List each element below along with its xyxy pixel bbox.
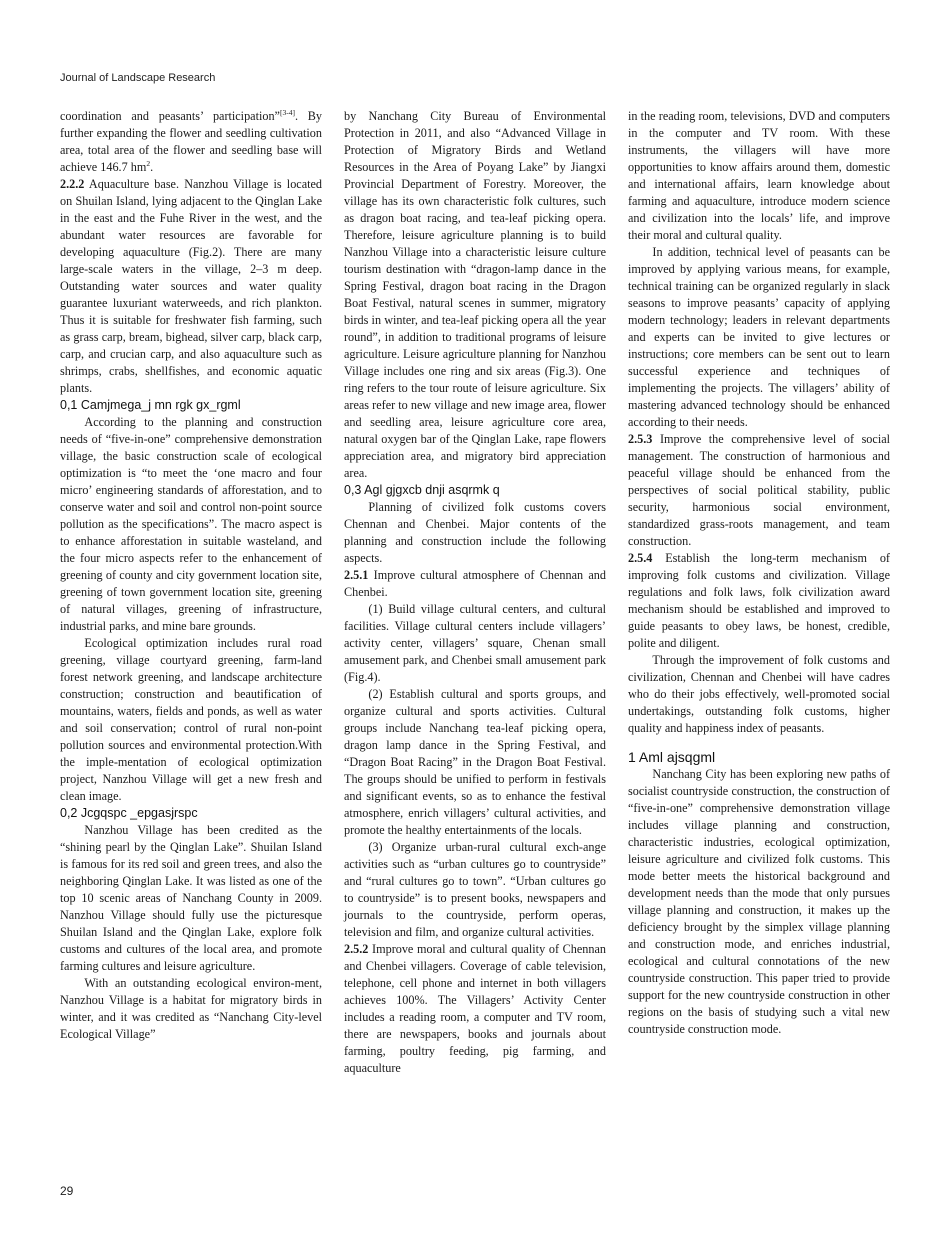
section-heading-2-3: 0,1 Camjmega_j mn rgk gx_rgml: [60, 398, 241, 412]
paragraph: With an outstanding ecological environ-ment, Nanzhou Village is a habitat for migratory birds in winter, and it was credited as “Nanchang City-level Ecological Village”: [60, 976, 322, 1041]
text-column-3: [628, 108, 890, 1038]
subsection-number: 2.5.4: [628, 551, 653, 565]
paragraph: (2) Establish cultural and sports groups, and organize cultural and sports activities. Cultural groups include Nanchang tea-leaf picking opera, dragon lamp dance in the Spring Festival, and “Dragon Boat Racing” in the Dragon Boat Festival. The groups should be unified to perform in festivals and significant events, so as to enhance the festival atmosphere, enrich villagers’ cultural activities, and promote the healthy entertainments of the locals.: [344, 687, 606, 837]
paragraph: Planning of civilized folk customs covers Chennan and Chenbei. Major contents of the planning and construction include the following aspects.: [344, 500, 606, 565]
subsection-number: 2.5.3: [628, 432, 653, 446]
paragraph: Through the improvement of folk customs and civilization, Chennan and Chenbei will have cadres who do their jobs effectively, well-promoted social undertakings, outstanding folk customs, higher quality and happiness index of peasants.: [628, 653, 890, 735]
subsection-2-5-2: 2.5.2 Improve moral and cultural quality of Chennan and Chenbei villagers. Coverage of cable television, telephone, cell phone and internet in both villagers achieves 100%. The Villagers’ Activity Center includes a reading room, a computer and TV room, there are newspapers, books and journals about farming, poultry feeding, pig farming, and aquaculture: [344, 942, 606, 1075]
section-heading-3: 1 Aml ajsqgml: [628, 749, 716, 765]
journal-title: Journal of Landscape Research: [60, 72, 216, 84]
paragraph: (1) Build village cultural centers, and cultural facilities. Village cultural centers include villagers’ activity center, villagers’ square, Chenan small amusement park, and Chenbei small amusement park (Fig.4).: [344, 602, 606, 684]
paragraph: Nanzhou Village has been credited as the “shining pearl by the Qinglan Lake”. Shuilan Island is famous for its red soil and green trees, and also the neighboring Qinglan Lake. It was listed as one of the top 10 scenic areas of Nanchang County in 2009. Nanzhou Village should fully use the picturesque Shuilan Island and the Qinglan Lake, explore folk customs and cultures of the local area, and promote farming cultures and leisure agriculture.: [60, 823, 322, 973]
section-heading-2-4: 0,2 Jcgqspc _epgasjrspc: [60, 806, 198, 820]
paragraph: in the reading room, televisions, DVD and computers in the computer and TV room. With these instruments, the villagers will have more opportunities to know affairs around them, domestic and international affairs, learn knowledge about farming and aquaculture, introduce modern science and civilization into the locals’ life, and improve their moral and cultural quality.: [628, 109, 890, 242]
paragraph: coordination and peasants’ participation”[3-4]. By further expanding the flower and seedling cultivation area, total area of the flower and seedling base will achieve 146.7 $hm^2$.: [60, 107, 322, 174]
unit-superscript: 2: [146, 158, 151, 168]
citation-reference: [3-4]: [279, 107, 295, 117]
paragraph: (3) Organize urban-rural cultural exch-ange activities such as “urban cultures go to countryside” and “rural cultures go to town”. “Urban cultures go to countryside” is to present books, newspapers and journals to the countryside, perform operas, television and film, and organize cultural activities.: [344, 840, 606, 939]
paragraph: Ecological optimization includes rural road greening, village courtyard greening, farm-land forest network greening, and landscape architecture construction; construction and beautification of mountains, waters, fields and ponds, as well as water and soil conservation; control of rural non-point pollution sources and environmental protection.With the imple-mentation of ecological optimization project, Nanzhou Village will get a new fresh and clean image.: [60, 636, 322, 803]
paragraph: According to the planning and construction needs of “five-in-one” comprehensive demonstration village, the basic construction scale of ecological optimization is “to meet the ‘one macro and four micro’ engineering standards of afforestation, and to conserve water and soil and control non-point source pollution as the specifications”. The macro aspect is to enhance afforestation in suitable wasteland, and the four micro aspects refer to the enhancement of greening of county and city government location site, greening of town government location site, greening of natural villages, greening of infrastructure, industrial parks, and mine bare grounds.: [60, 415, 322, 633]
subsection-2-5-3: 2.5.3 Improve the comprehensive level of social management. The construction of harmonious and peaceful village should be enhanced from the perspectives of social political stability, public security, harmonious social environment, standardized grass-roots management, and team construction.: [628, 432, 890, 548]
page-number: 29: [60, 1184, 74, 1198]
subsection-2-5-1: 2.5.1 Improve cultural atmosphere of Chennan and Chenbei.: [344, 568, 606, 599]
subsection-2-5-4: 2.5.4 Establish the long-term mechanism of improving folk customs and civilization. Village regulations and folk laws, folk civilization award mechanism should be established and improved to guide peasants to obey laws, be honest, credible, polite and diligent.: [628, 551, 890, 650]
text-column-2: [344, 108, 606, 1077]
paragraph: by Nanchang City Bureau of Environmental Protection in 2011, and also “Advanced Village in Protection of Migratory Birds and Wetland Resources in the Area of Poyang Lake” by Jiangxi Provincial Department of Forestry. Moreover, the village has its own characteristic folk cultures, such as dragon boat racing, and tea-leaf picking opera. Therefore, leisure agriculture planning is to build Nanzhou Village into a characteristic leisure culture tourism destination with “dragon-lamp dance in the Spring Festival, dragon boat racing in the Dragon Boat Festival, natural scenes in summer, migratory birds in winter, and tea-leaf picking opera all the year round”, in addition to traditional programs of leisure agriculture. Leisure agriculture planning for Nanzhou Village includes one ring and six areas (Fig.3). One ring refers to the tour route of leisure agriculture. Six areas refer to new village and new image area, flower and seedling area, leisure agriculture core area, natural oxygen bar of the Qinglan Lake, rape flowers appreciation area, and migratory bird appreciation area.: [344, 109, 606, 480]
subsection-number: 2.5.2: [344, 942, 369, 956]
subsection-2-2-2: 2.2.2 Aquaculture base. Nanzhou Village is located on Shuilan Island, lying adjacent to the Qinglan Lake in the east and the Fuhe River in the west, and the abundant water resources are favorable for developing aquaculture (Fig.2). There are many large-scale waters in the village, 2–3 m deep. Outstanding water sources and water quality guarantee luxuriant waterweeds, and rich plankton. Thus it is suitable for freshwater fish farming, such as grass carp, bream, bighead, silver carp, black carp, carp, and crucian carp, and also aquaculture such as shrimps, crabs, shellfishes, and economic aquatic plants.: [60, 177, 322, 395]
paragraph: Nanchang City has been exploring new paths of socialist countryside construction, the construction of “five-in-one” comprehensive demonstration village includes village planning and construction, characteristic industries, ecological optimization, leisure agriculture and civilized folk customs. This mode better meets the historical background and development needs than the mode that only pursues village planning and construction, it makes up the deficiency brought by the simplex village planning and construction mode, and enriches industrial, ecological and cultural connotations of the new countryside construction. This paper tried to provide support for the new countryside construction in other regions on the basis of studying such a vital new countryside construction mode.: [628, 767, 890, 1036]
subsection-number: 2.5.1: [344, 568, 369, 582]
text-column-1: [60, 108, 322, 1043]
paragraph: In addition, technical level of peasants can be improved by applying various means, for example, technical training can be organized regularly in slack seasons to improve peasants’ capacity of applying modern technology; leaders in relevant departments and experts can be invited to give lectures or instructions; core members can be sent out to learn successful experience and techniques of implementing the projects. The villagers’ ability of mastering advanced technology should be enhanced according to their needs.: [628, 245, 890, 429]
section-heading-2-5: 0,3 Agl gjgxcb dnji asqrmk q: [344, 483, 500, 497]
subsection-number: 2.2.2: [60, 177, 85, 191]
